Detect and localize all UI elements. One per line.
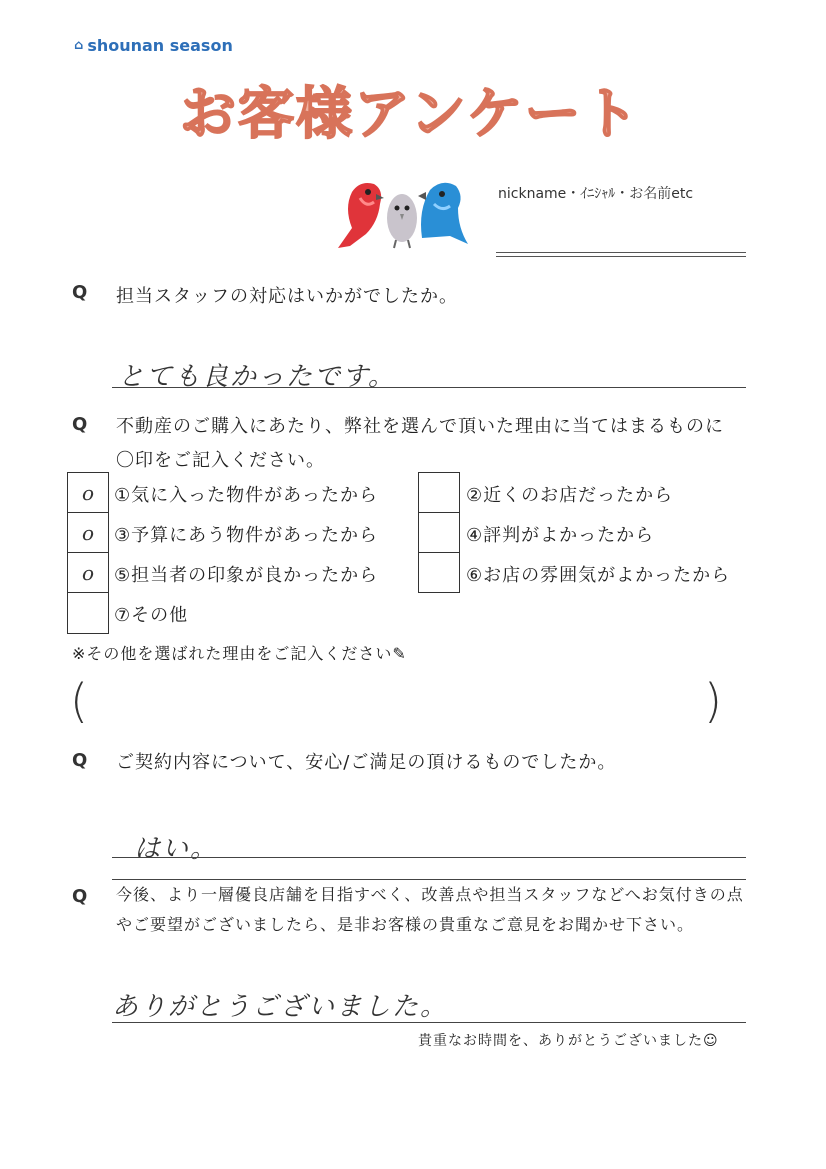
q2-text-line2: 〇印をご記入ください。 <box>116 450 325 471</box>
option-4-label: ④評判がよかったから <box>466 525 655 546</box>
option-3-checkbox[interactable] <box>67 512 109 553</box>
option-6-label: ⑥お店の雰囲気がよかったから <box>466 565 731 586</box>
q1-answer: とても良かったです。 <box>118 362 396 392</box>
q2-marker: Q <box>72 414 88 435</box>
q3-answer-line[interactable] <box>112 857 746 858</box>
closing-message: 貴重なお時間を、ありがとうございました☺ <box>418 1033 719 1049</box>
red-bird-icon <box>338 183 384 248</box>
q1-text: 担当スタッフの対応はいかがでしたか。 <box>116 286 458 307</box>
option-4-checkbox[interactable] <box>418 512 460 553</box>
q4-text-line2: やご要望がございましたら、是非お客様の貴重なご意見をお聞かせ下さい。 <box>116 915 695 934</box>
grey-bird-icon <box>387 194 417 248</box>
birds-illustration <box>330 178 475 250</box>
other-reason-field[interactable] <box>100 684 700 732</box>
other-reason-open-paren: ( <box>70 674 88 728</box>
q4-answer: ありがとうございました。 <box>112 992 449 1022</box>
option-2-checkbox[interactable] <box>418 472 460 513</box>
q4-text-line1: 今後、より一層優良店舗を目指すべく、改善点や担当スタッフなどへお気付きの点 <box>116 885 744 904</box>
q2-text-line1: 不動産のご購入にあたり、弊社を選んで頂いた理由に当てはまるものに <box>116 416 724 437</box>
option-6-checkbox[interactable] <box>418 552 460 593</box>
q3-answer: はい。 <box>134 834 219 864</box>
house-icon: ⌂ <box>74 38 84 53</box>
nickname-label: nickname・ｲﾆｼｬﾙ・お名前etc <box>498 186 694 202</box>
nickname-line-double <box>496 256 746 257</box>
brand-logo <box>74 36 233 55</box>
q4-answer-line[interactable] <box>112 1022 746 1023</box>
q3-text: ご契約内容について、安心/ご満足の頂けるものでしたか。 <box>116 752 617 773</box>
option-1-mark: o <box>81 480 95 505</box>
q1-answer-line[interactable] <box>112 387 746 388</box>
q4-marker: Q <box>72 886 88 907</box>
other-reason-prompt: ※その他を選ばれた理由をご記入ください✎ <box>72 644 407 663</box>
option-3-label: ③予算にあう物件があったから <box>114 525 378 546</box>
option-5-checkbox[interactable] <box>67 552 109 593</box>
page-title: お客様アンケート <box>180 82 641 147</box>
other-reason-close-paren: ) <box>704 674 722 728</box>
option-5-label: ⑤担当者の印象が良かったから <box>114 565 379 586</box>
brand-name: shounan season <box>87 36 233 55</box>
option-2-label: ②近くのお店だったから <box>466 485 674 506</box>
option-7-checkbox[interactable] <box>67 592 109 634</box>
option-7-label: ⑦その他 <box>114 605 189 626</box>
option-1-checkbox[interactable] <box>67 472 109 513</box>
nickname-line[interactable] <box>496 252 746 253</box>
blue-bird-icon <box>418 183 468 244</box>
option-5-mark: o <box>81 560 95 585</box>
option-1-label: ①気に入った物件があったから <box>114 485 378 506</box>
q1-marker: Q <box>72 282 88 303</box>
q3-marker: Q <box>72 750 88 771</box>
option-3-mark: o <box>81 520 95 545</box>
